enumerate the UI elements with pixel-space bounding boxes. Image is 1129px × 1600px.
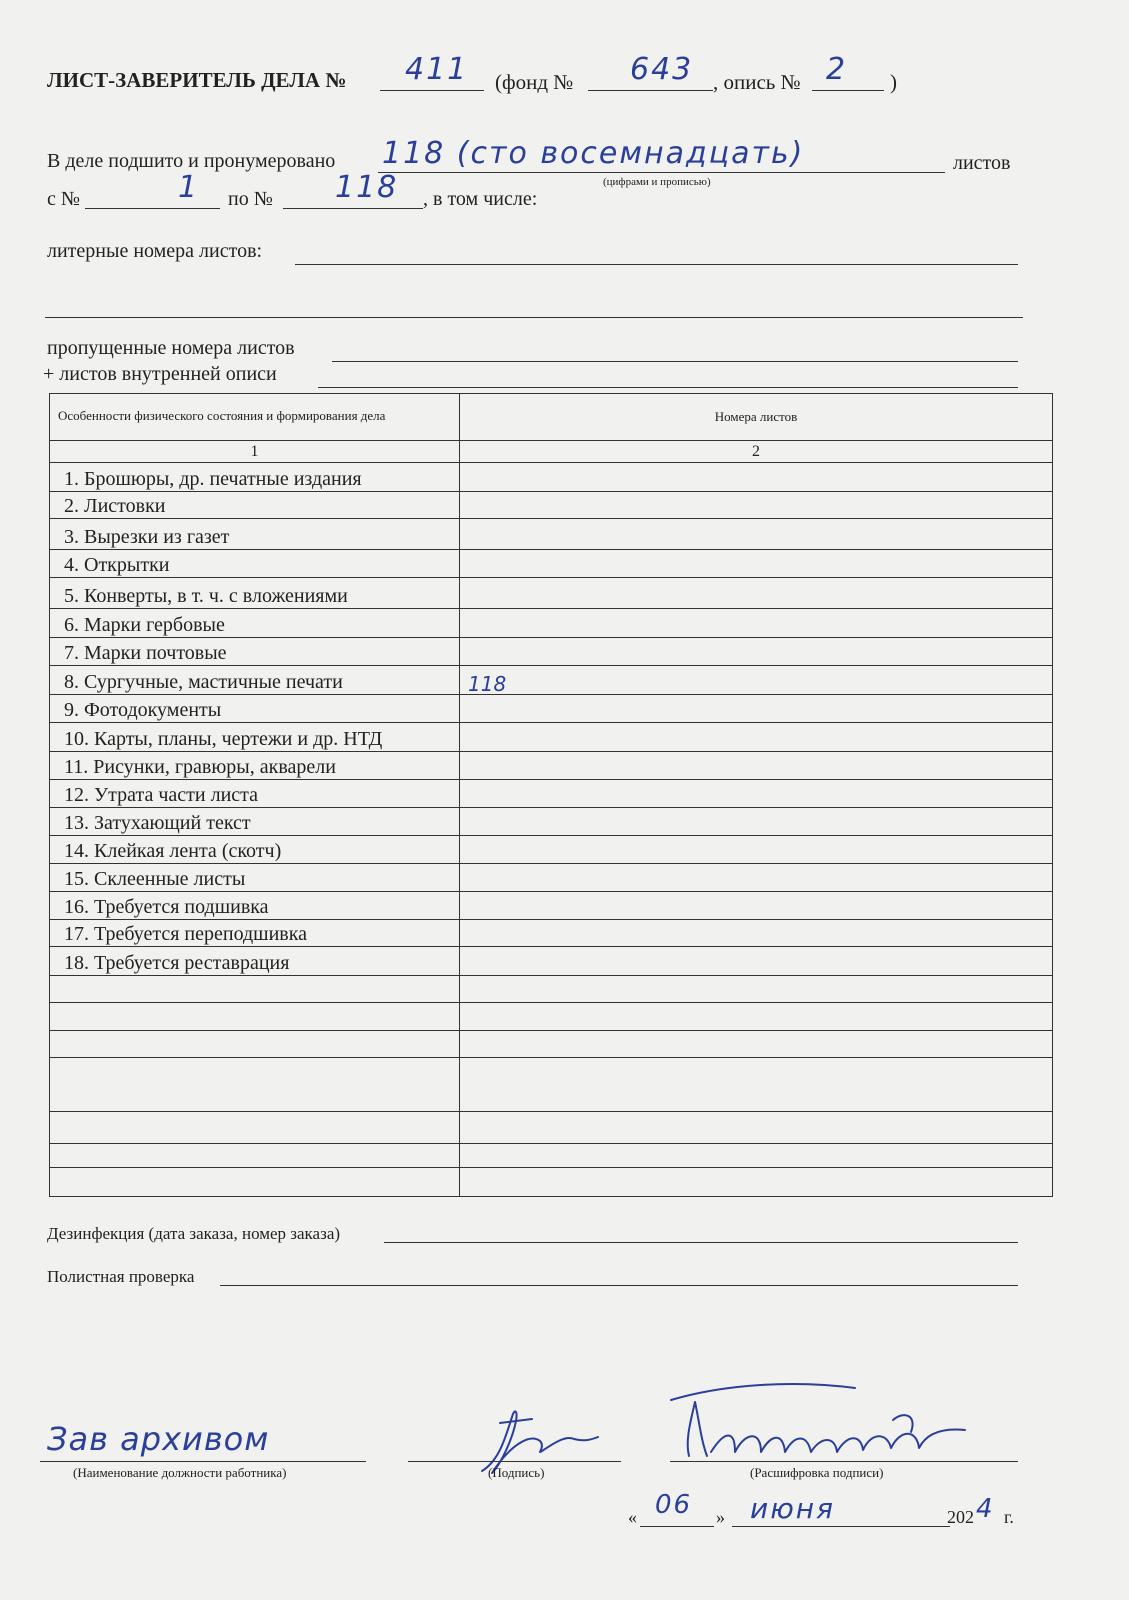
row-value [460,863,1053,892]
literal-label: литерные номера листов: [47,240,263,262]
row-label: 13. Затухающий текст [50,807,460,836]
inner-line [318,387,1018,388]
row-value [460,549,1053,578]
row-value [460,836,1053,864]
row-label: 11. Рисунки, гравюры, акварели [50,751,460,780]
condition-table [49,393,1053,1197]
row-label: 8. Сургучные, мастичные печати [50,666,460,695]
table-row [50,519,1053,550]
table-row [50,463,1053,492]
row-label: 6. Марки гербовые [50,608,460,637]
sheets-count-line [378,172,945,173]
date-month: июня [750,1492,835,1525]
table-row [50,807,1053,836]
row-label: 15. Склеенные листы [50,863,460,892]
table-row [50,578,1053,609]
table-row [50,637,1053,666]
date-year-hand: 4 [976,1494,995,1524]
row-value [460,751,1053,780]
row-label: 17. Требуется переподшивка [50,919,460,947]
empty-row [50,975,1053,1003]
row-value: 118 [460,666,1053,695]
missing-label: пропущенные номера листов [47,337,295,359]
table-row [50,723,1053,752]
empty-row [50,1030,1053,1058]
col1-header: Особенности физического состояния и формирования дела [50,394,460,441]
row-value [460,608,1053,637]
empty-row [50,1143,1053,1167]
sheets-hint: (цифрами и прописью) [603,176,711,188]
row-label: 9. Фотодокументы [50,694,460,723]
row-value [460,723,1053,752]
table-row [50,491,1053,519]
row-value [460,919,1053,947]
row-label: 1. Брошюры, др. печатные издания [50,463,460,492]
row-label: 16. Требуется подшивка [50,892,460,920]
fond-number-line [588,90,713,91]
row-label: 12. Утрата части листа [50,780,460,808]
missing-line [332,361,1018,362]
opis-label: , опись № [713,70,801,94]
row-value [460,491,1053,519]
date-close: » [716,1507,725,1527]
from-label: с № [47,188,80,210]
check-label: Полистная проверка [47,1267,195,1286]
including-label: , в том числе: [423,188,538,210]
table-row [50,863,1053,892]
case-number-line [380,90,484,91]
table-row [50,751,1053,780]
date-day: 06 [655,1490,693,1520]
signature-decoding-image [665,1380,995,1465]
empty-row [50,1112,1053,1144]
table-row [50,780,1053,808]
row-value [460,780,1053,808]
opis-number-line [812,90,884,91]
empty-row [50,1168,1053,1197]
fond-label: (фонд № [495,70,574,94]
row-value [460,519,1053,550]
date-open: « [628,1507,637,1527]
to-value: 118 [335,170,399,205]
literal-line [295,264,1018,265]
table-row [50,549,1053,578]
fond-number-value: 643 [630,52,694,87]
to-label: по № [228,188,273,210]
date-month-line [732,1526,950,1527]
signature-line [408,1461,621,1462]
row-label: 3. Вырезки из газет [50,519,460,550]
opis-number-value: 2 [826,52,848,87]
to-line [283,208,423,209]
table-row [50,666,1053,695]
decoding-line [670,1461,1018,1462]
table-row [50,919,1053,947]
row-label: 18. Требуется реставрация [50,947,460,976]
row-label: 14. Клейкая лента (скотч) [50,836,460,864]
position-value: Зав архивом [47,1420,270,1458]
check-line [220,1285,1018,1286]
sheet-title: ЛИСТ-ЗАВЕРИТЕЛЬ ДЕЛА № [47,68,347,92]
inner-label: + листов внутренней описи [43,363,277,385]
sheets-label: В деле подшито и пронумеровано [47,150,336,172]
row-label: 2. Листовки [50,491,460,519]
col2-number: 2 [460,440,1053,462]
position-label: (Наименование должности работника) [73,1465,287,1480]
date-suffix: г. [1004,1507,1014,1527]
row-label: 7. Марки почтовые [50,637,460,666]
from-value: 1 [178,170,200,205]
decoding-label: (Расшифровка подписи) [750,1465,884,1480]
col2-header: Номера листов [460,394,1053,441]
signature-label: (Подпись) [488,1465,545,1480]
table-row [50,892,1053,920]
row-value [460,637,1053,666]
position-line [40,1461,366,1462]
table-row [50,947,1053,976]
date-year-prefix: 202 [947,1507,974,1527]
sheets-count-value: 118 (сто восемнадцать) [382,136,805,171]
date-day-line [640,1526,714,1527]
table-row [50,694,1053,723]
from-line [85,208,220,209]
row-label: 4. Открытки [50,549,460,578]
disinfection-line [384,1242,1018,1243]
row-value [460,694,1053,723]
row-label: 5. Конверты, в т. ч. с вложениями [50,578,460,609]
literal-line-2 [45,317,1023,318]
table-row [50,836,1053,864]
row-value [460,463,1053,492]
empty-row [50,1058,1053,1112]
col1-number: 1 [50,440,460,462]
row-value [460,807,1053,836]
row-value [460,947,1053,976]
row-label: 10. Карты, планы, чертежи и др. НТД [50,723,460,752]
row-value [460,578,1053,609]
table-row [50,608,1053,637]
empty-row [50,1003,1053,1031]
case-number-value: 411 [405,52,469,87]
close-paren: ) [890,70,897,94]
disinfection-label: Дезинфекция (дата заказа, номер заказа) [47,1224,341,1243]
row-value [460,892,1053,920]
sheets-suffix: листов [953,152,1011,174]
